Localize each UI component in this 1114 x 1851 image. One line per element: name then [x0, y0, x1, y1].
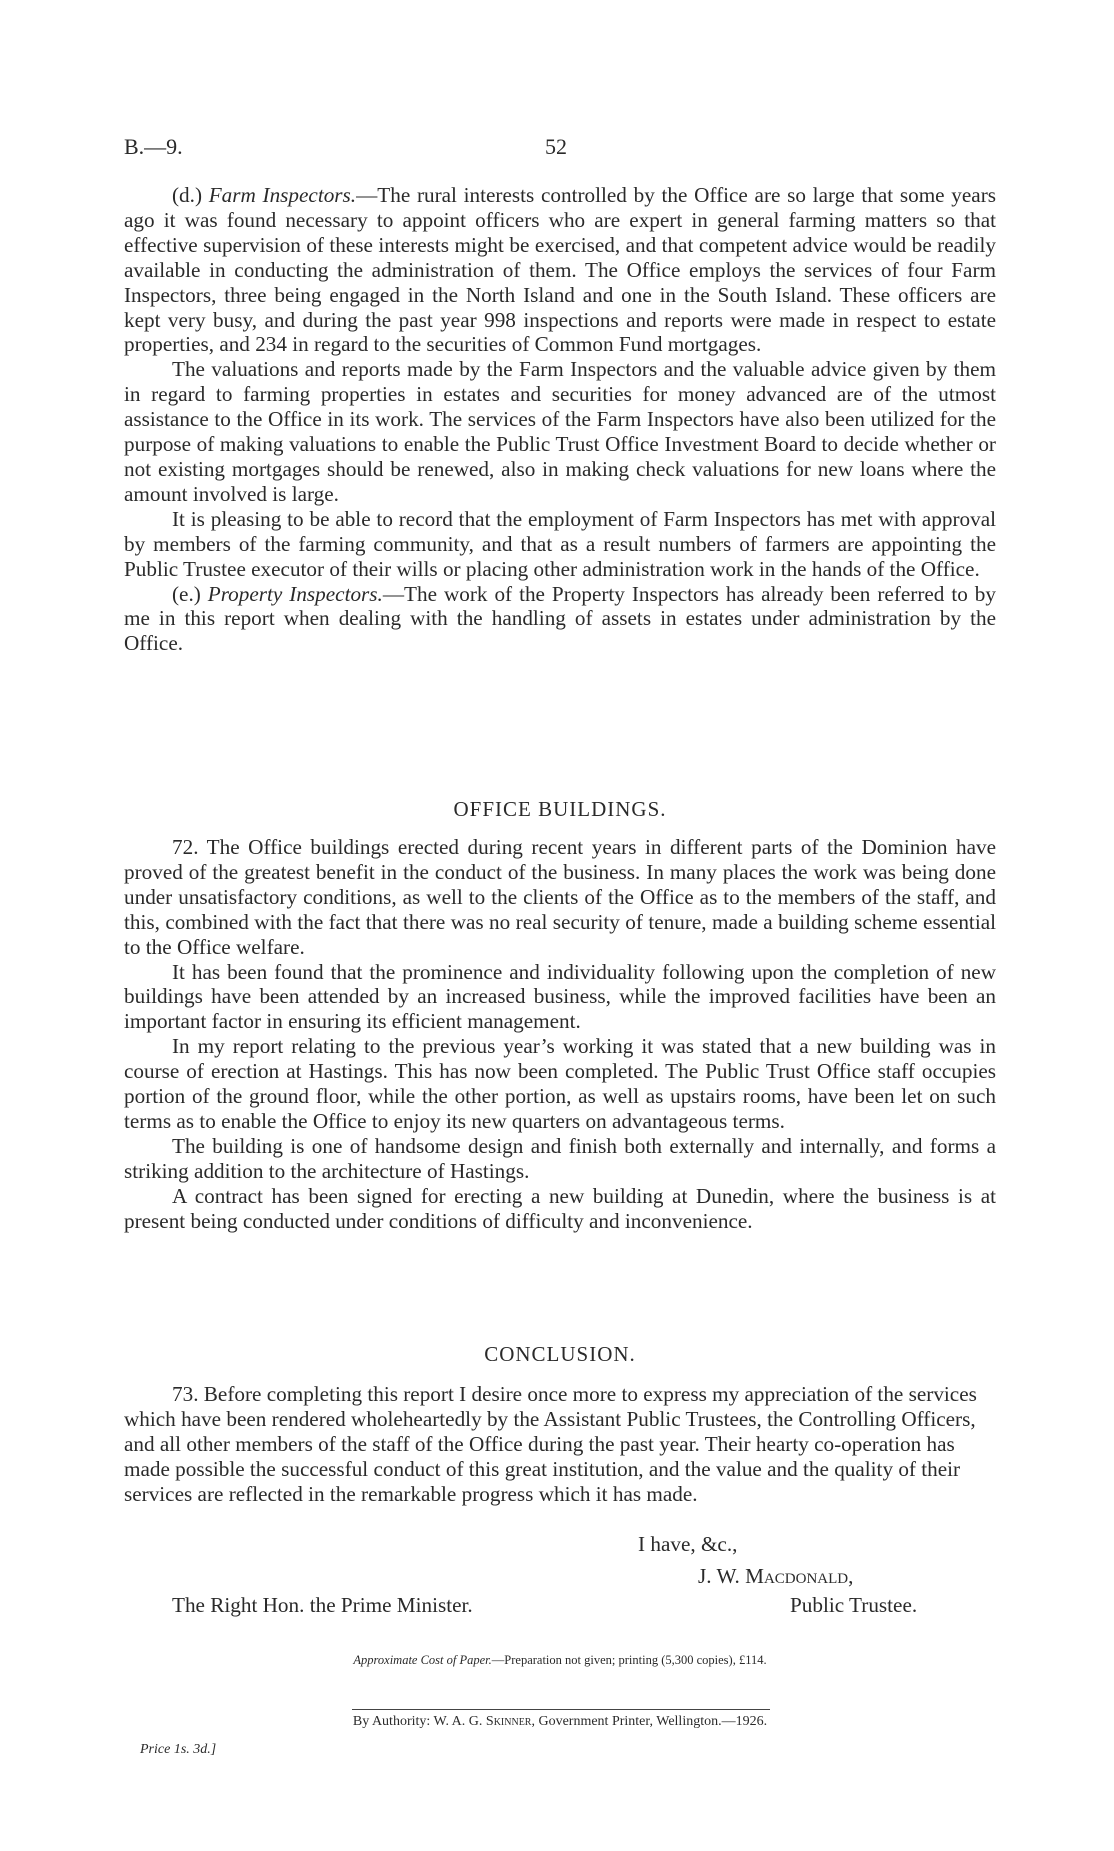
addressee: The Right Hon. the Prime Minister.: [172, 1593, 473, 1617]
property-inspectors-para: [124, 582, 996, 657]
conclusion-heading: CONCLUSION.: [484, 1342, 636, 1366]
cost-of-paper-note: [124, 1653, 996, 1668]
farm-inspectors-para-3: It is pleasing to be able to record that the employment of Farm Inspectors has met with approval by members of the farming community, and that as a result numbers of farmers are appointing the Public Trustee executor of their wills or placing other administration work in the hands of the Office.: [124, 506, 996, 581]
office-buildings-section: [124, 835, 996, 1234]
conclusion-section: [124, 1382, 996, 1507]
office-buildings-para-2: It has been found that the prominence and individuality following upon the completion of new buildings have been attended by an increased business, while the improved facilities have been an important factor in ensuring its efficient management.: [124, 959, 996, 1034]
price-note: Price 1s. 3d.]: [140, 1742, 217, 1757]
signatory-name: [698, 1564, 853, 1589]
farm-inspectors-para-1: [124, 183, 996, 357]
closing-line: I have, &c.,: [638, 1532, 738, 1556]
conclusion-para-1: 73. Before completing this report I desire once more to express my appreciation of the services which have been rendered wholeheartedly by the Assistant Public Trustees, the Controlling Officers, and all other members of the staff of the Office during the past year. Their hearty co-operation has made possible the successful conduct of this great institution, and the value and the quality of their services are reflected in the remarkable progress which it has made.: [124, 1382, 977, 1506]
office-buildings-heading: OFFICE BUILDINGS.: [453, 797, 667, 821]
authority-suffix: , Government Printer, Wellington.—1926.: [531, 1714, 768, 1729]
property-inspectors-title: Property Inspectors.: [207, 581, 383, 606]
printing-authority: [124, 1714, 996, 1730]
office-buildings-para-3: In my report relating to the previous year’s working it was stated that a new building was in course of erection at Hastings. This has now been completed. The Public Trust Office staff occupies portion of the ground floor, while the other portion, as well as upstairs rooms, have been let on such terms as to enable the Office to enjoy its new quarters on advantageous terms.: [124, 1034, 996, 1133]
farm-inspectors-para-2: The valuations and reports made by the Farm Inspectors and the valuable advice given by them in regard to farming properties in estates and securities for money advanced are of the utmost assistance to the Office in its work. The services of the Farm Inspectors have also been utilized for the purpose of making valuations to enable the Public Trust Office Investment Board to decide whether or not existing mortgages should be renewed, also in making check valuations for new loans where the amount involved is large.: [124, 357, 996, 506]
signatory-surname: Macdonald,: [745, 1564, 854, 1588]
office-buildings-para-4: The building is one of handsome design and finish both externally and internally, and forms a striking addition to the architecture of Hastings.: [124, 1133, 996, 1183]
farm-inspectors-title: Farm Inspectors.: [208, 183, 357, 207]
signatory-initials: J. W.: [698, 1564, 740, 1588]
authority-printer: Skinner: [485, 1714, 532, 1729]
cost-label: Approximate Cost of Paper.: [353, 1653, 492, 1667]
property-inspectors-text: —The work of the Property Inspectors has already been referred to by me in this report when dealing with the handling of assets in estates under administration by the Office.: [124, 581, 996, 656]
office-buildings-para-1: 72. The Office buildings erected during recent years in different parts of the Dominion have proved of the greatest benefit in the conduct of the business. In many places the work was being done under unsatisfactory conditions, as well to the clients of the Office as to the members of the staff, and this, combined with the fact that there was no real security of tenure, made a building scheme essential to the Office welfare.: [124, 835, 996, 959]
page-number: 52: [545, 134, 567, 159]
footer-divider: [352, 1709, 770, 1710]
signatory-title: Public Trustee.: [790, 1593, 918, 1617]
cost-text: —Preparation not given; printing (5,300 copies), £114.: [491, 1653, 767, 1667]
farm-inspectors-text: —The rural interests controlled by the Office are so large that some years ago it was found necessary to appoint officers who are expert in general farming matters so that effective supervision of these interests might be exercised, and that competent advice would be readily available in conducting the administration of them. The Office employs the services of four Farm Inspectors, three being engaged in the North Island and one in the South Island. These officers are kept very busy, and during the past year 998 inspections and reports were made in respect to estate properties, and 234 in regard to the securities of Common Fund mortgages.: [124, 183, 996, 357]
office-buildings-para-5: A contract has been signed for erecting a new building at Dunedin, where the business is at present being conducted under conditions of difficulty and inconvenience.: [124, 1183, 996, 1233]
authority-prefix: By Authority: W. A. G.: [352, 1714, 483, 1729]
document-reference: B.—9.: [124, 134, 183, 159]
farm-inspectors-section: [124, 183, 996, 656]
section-label-e: (e.): [172, 581, 201, 606]
section-label-d: (d.): [172, 183, 203, 207]
